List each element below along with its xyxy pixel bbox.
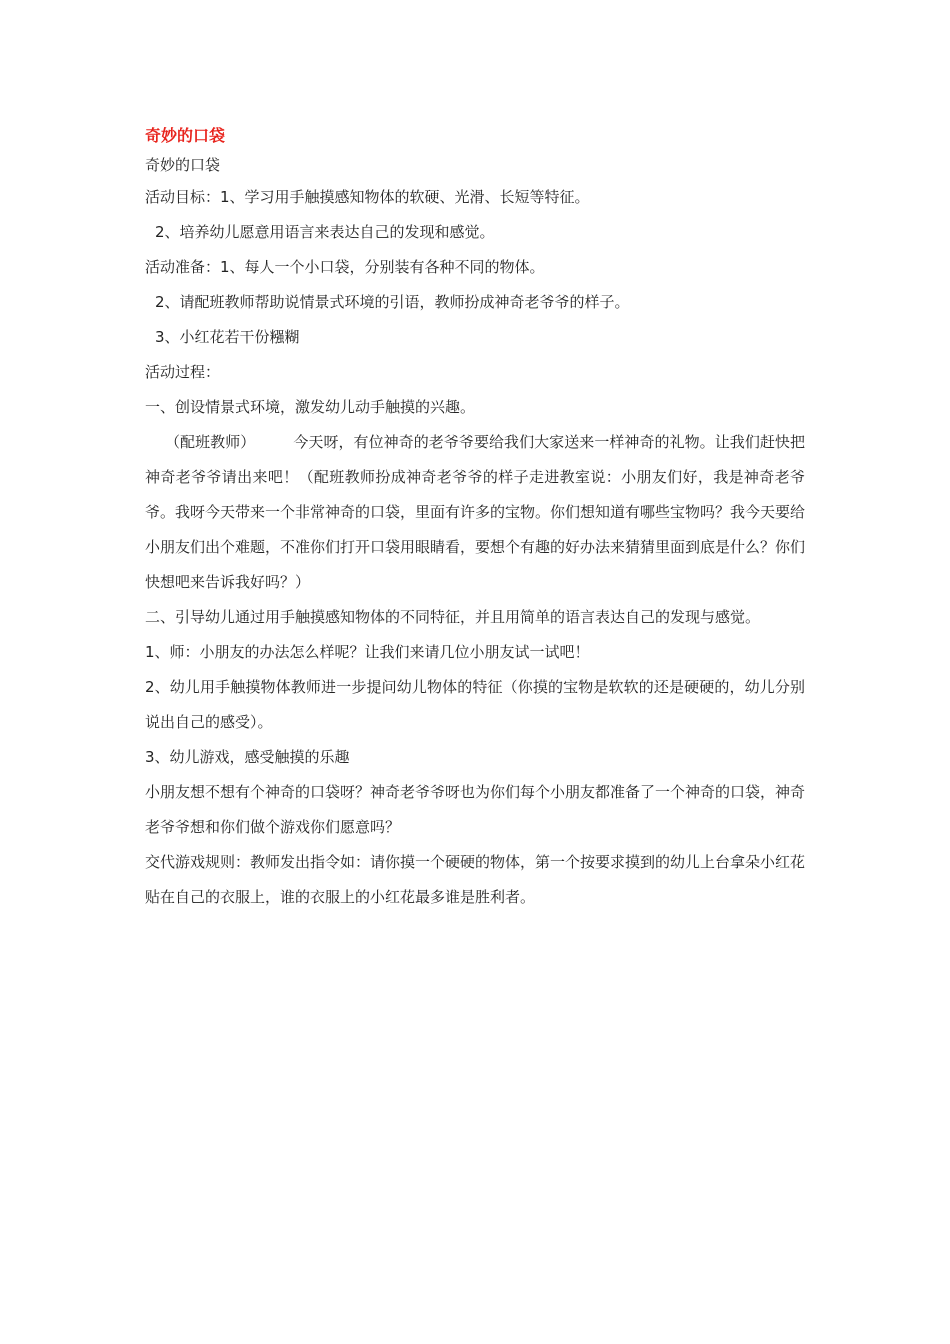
step2-heading: 二、引导幼儿通过用手触摸感知物体的不同特征，并且用简单的语言表达自己的发现与感觉。 [145,608,761,626]
game-rules: 交代游戏规则：教师发出指令如：请你摸一个硬硬的物体，第一个按要求摸到的幼儿上台拿朵小红花贴在自己的衣服上，谁的衣服上的小红花最多谁是胜利者。 [145,853,806,906]
game-intro: 小朋友想不想有个神奇的口袋呀？神奇老爷爷呀也为你们每个小朋友都准备了一个神奇的口袋，神奇老爷爷想和你们做个游戏你们愿意吗？ [145,783,806,836]
document-title: 奇妙的口袋 [145,126,226,145]
process-heading: 活动过程： [145,363,221,381]
step2-item-3: 3、幼儿游戏，感受触摸的乐趣 [145,748,350,766]
step1-heading: 一、创设情景式环境，激发幼儿动手触摸的兴趣。 [145,398,476,416]
document-page [145,122,805,915]
goal-line-2: 2、培养幼儿愿意用语言来表达自己的发现和感觉。 [155,223,495,241]
step1-speaker: （配班教师） [165,433,256,451]
document-subtitle: 奇妙的口袋 [145,156,221,174]
prep-line-2: 2、请配班教师帮助说情景式环境的引语，教师扮成神奇老爷爷的样子。 [155,293,630,311]
goal-line-1: 活动目标：1、学习用手触摸感知物体的软硬、光滑、长短等特征。 [145,188,590,206]
step1-paragraph [145,425,805,600]
step1-body: 今天呀，有位神奇的老爷爷要给我们大家送来一样神奇的礼物。让我们赶快把神奇老爷爷请出来吧！（配班教师扮成神奇老爷爷的样子走进教室说：小朋友们好，我是神奇老爷爷。我呀今天带来一个非常神奇的口袋，里面有许多的宝物。你们想知道有哪些宝物吗？我今天要给小朋友们出个难题，不准你们打开口袋用眼睛看，要想个有趣的好办法来猜猜里面到底是什么？你们快想吧来告诉我好吗？） [145,433,806,591]
prep-line-3: 3、小红花若干份糨糊 [155,328,300,346]
step2-item-2: 2、幼儿用手触摸物体教师进一步提问幼儿物体的特征（你摸的宝物是软软的还是硬硬的，幼儿分别说出自己的感受）。 [145,678,805,731]
prep-line-1: 活动准备：1、每人一个小口袋，分别装有各种不同的物体。 [145,258,545,276]
step2-item-1: 1、师：小朋友的办法怎么样呢？让我们来请几位小朋友试一试吧！ [145,643,590,661]
